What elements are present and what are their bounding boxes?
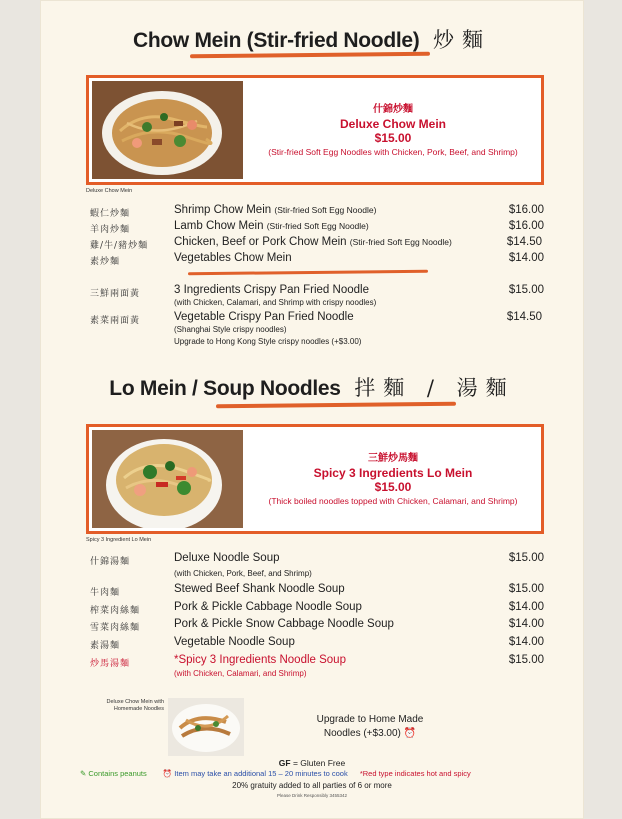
feature-desc: (Stir-fried Soft Egg Noodles with Chicken, Pork, Beef, and Shrimp) [268,147,518,157]
item-price: $16.00 [508,204,544,216]
feature-text [249,449,537,506]
lo-mein-title-text: Lo Mein / Soup Noodles [109,377,341,400]
divider-brush [188,270,428,276]
clock-icon: ⏰ [162,769,173,778]
item-cn: 素炒麵 [90,257,121,267]
item-name: Pork & Pickle Snow Cabbage Noodle Soup [174,618,394,630]
item-price: $16.00 [508,220,544,232]
item-price: $14.00 [508,252,544,264]
item-name: Pork & Pickle Cabbage Noodle Soup [174,601,362,613]
item-cn: 雞/牛/豬炒麵 [90,241,149,251]
title-underline [216,402,456,409]
item-name: *Spicy 3 Ingredients Noodle Soup [174,654,346,666]
legend-row [80,769,560,778]
spicy-lo-mein-feature [86,424,544,534]
peanuts-legend: Contains peanuts [88,769,147,778]
deluxe-chow-mein-photo [92,81,243,179]
spicy-legend: *Red type indicates hot and spicy [359,769,471,778]
gluten-free-legend [40,758,584,768]
chow-mein-title [40,24,584,54]
item-name: Deluxe Noodle Soup [174,552,280,564]
feature-name: Deluxe Chow Mein [339,117,446,131]
peanut-icon: ✎ [80,769,87,778]
item-cn: 蝦仁炒麵 [90,209,131,219]
feature-photo-caption: Deluxe Chow Mein [86,188,133,194]
item-cn: 牛肉麵 [90,588,121,598]
item-price: $14.00 [508,618,544,630]
item-sub: (with Chicken, Pork, Beef, and Shrimp) [174,569,312,578]
upgrade-line-2: Noodles (+$3.00) [323,728,401,739]
homemade-noodles-photo [168,698,244,756]
item-note: (Stir-fried Soft Egg Noodle) [349,237,452,247]
feature-name: Spicy 3 Ingredients Lo Mein [313,466,473,480]
item-price: $15.00 [508,583,544,595]
item-sub: (Shanghai Style crispy noodles) [174,325,287,334]
upgrade-line-1: Upgrade to Home Made [316,714,424,725]
cook-time-legend: Item may take an additional 15 – 20 minutes to cook [174,769,348,778]
item-name: Vegetables Chow Mein [174,252,292,264]
feature-desc: (Thick boiled noodles topped with Chicken, Calamari, and Shrimp) [268,496,518,506]
item-price: $15.00 [508,654,544,666]
item-price: $14.50 [506,236,542,248]
menu-page [40,0,584,819]
item-cn: 素菜兩面黃 [90,316,141,326]
item-cn: 炒馬湯麵 [90,659,131,669]
item-name: Shrimp Chow Mein [174,204,272,216]
item-price: $15.00 [508,284,544,296]
item-name: Stewed Beef Shank Noodle Soup [174,583,345,595]
lo-mein-title-cn: 拌麵 / 湯麵 [354,376,515,400]
item-cn: 三鮮兩面黃 [90,289,141,299]
clock-icon: ⏰ [403,728,417,739]
item-cn: 素湯麵 [90,641,121,651]
item-price: $14.50 [506,311,542,323]
item-cn: 雪菜肉絲麵 [90,623,141,633]
fine-print: Please Drink Responsibly 3455342 [276,793,348,798]
chow-mein-title-cn: 炒麵 [433,28,491,52]
feature-text [249,100,537,157]
item-name: Lamb Chow Mein [174,220,264,232]
item-name: Chicken, Beef or Pork Chow Mein [174,236,347,248]
item-name: Vegetable Noodle Soup [174,636,295,648]
item-note: (Stir-fried Soft Egg Noodle) [266,221,369,231]
item-sub: (with Chicken, Calamari, and Shrimp) [174,669,307,678]
spicy-lo-mein-photo [92,430,243,528]
gf-abbr: GF [278,758,291,768]
upgrade-photo-caption: Deluxe Chow Mein with Homemade Noodles [106,699,164,712]
feature-photo-caption: Spicy 3 Ingredient Lo Mein [86,537,152,543]
item-note: (Stir-fried Soft Egg Noodle) [274,205,377,215]
feature-price: $15.00 [374,480,412,494]
chow-mein-title-text: Chow Mein (Stir-fried Noodle) [133,29,420,52]
item-sub: (with Chicken, Calamari, and Shrimp with crispy noodles) [174,298,377,307]
feature-price: $15.00 [374,131,412,145]
lo-mein-title [40,372,584,402]
item-price: $15.00 [508,552,544,564]
item-price: $14.00 [508,636,544,648]
item-cn: 什錦湯麵 [90,557,131,567]
deluxe-chow-mein-feature [86,75,544,185]
item-upgrade: Upgrade to Hong Kong Style crispy noodles (+$3.00) [174,337,362,346]
feature-cn-name: 什錦炒麵 [373,104,413,115]
item-name: 3 Ingredients Crispy Pan Fried Noodle [174,284,369,296]
gratuity-note: 20% gratuity added to all parties of 6 or more [232,781,392,790]
item-cn: 榨菜肉絲麵 [90,606,141,616]
upgrade-text [270,713,470,741]
gf-text: = Gluten Free [292,758,346,768]
item-name: Vegetable Crispy Pan Fried Noodle [174,311,354,323]
item-price: $14.00 [508,601,544,613]
feature-cn-name: 三鮮炒馬麵 [368,453,418,464]
item-cn: 羊肉炒麵 [90,225,131,235]
